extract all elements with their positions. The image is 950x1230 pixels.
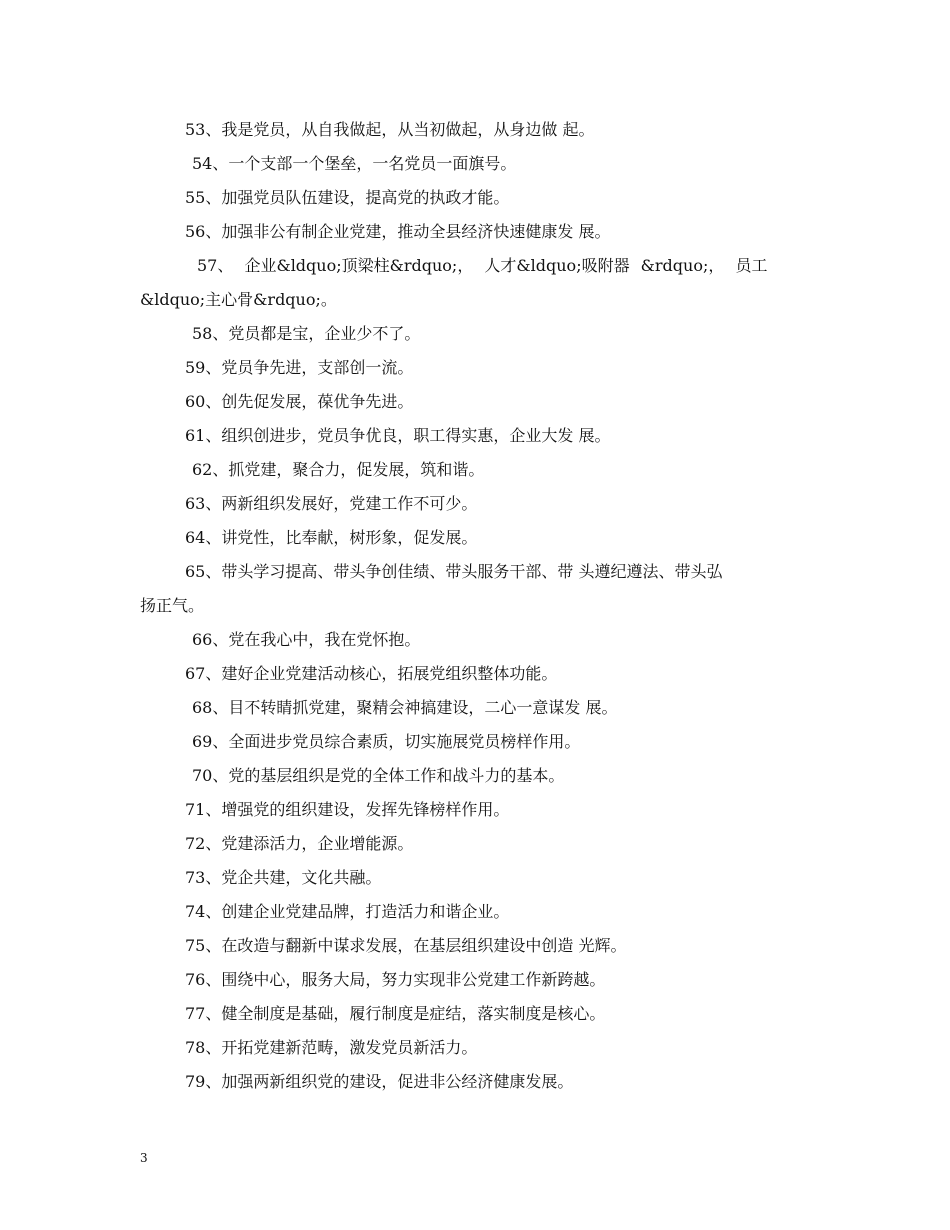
list-item: 74、创建企业党建品牌，打造活力和谐企业。 bbox=[185, 902, 510, 921]
list-item: 67、建好企业党建活动核心，拓展党组织整体功能。 bbox=[185, 664, 558, 683]
list-item: 61、组织创进步，党员争优良，职工得实惠，企业大发 展。 bbox=[185, 426, 611, 445]
list-item: 68、目不转睛抓党建，聚精会神搞建设，二心一意谋发 展。 bbox=[192, 698, 618, 717]
list-item: 55、加强党员队伍建设，提高党的执政才能。 bbox=[185, 188, 510, 207]
list-item: 73、党企共建，文化共融。 bbox=[185, 868, 382, 887]
document-body bbox=[140, 113, 820, 1099]
list-item-continuation: &ldquo;主心骨&rdquo;。 bbox=[140, 290, 337, 309]
list-item: 75、在改造与翻新中谋求发展，在基层组织建设中创造 光辉。 bbox=[185, 936, 627, 955]
list-item: 65、带头学习提高、带头争创佳绩、带头服务干部、带 头遵纪遵法、带头弘 bbox=[185, 562, 723, 581]
list-item: 59、党员争先进，支部创一流。 bbox=[185, 358, 414, 377]
list-item: 64、讲党性，比奉献，树形象，促发展。 bbox=[185, 528, 478, 547]
list-item: 53、我是党员，从自我做起，从当初做起，从身边做 起。 bbox=[185, 120, 595, 139]
list-item: 72、党建添活力，企业增能源。 bbox=[185, 834, 414, 853]
list-item: 78、开拓党建新范畴，激发党员新活力。 bbox=[185, 1038, 478, 1057]
list-item: 70、党的基层组织是党的全体工作和战斗力的基本。 bbox=[192, 766, 565, 785]
list-item: 79、加强两新组织党的建设，促进非公经济健康发展。 bbox=[185, 1072, 574, 1091]
list-item: 76、围绕中心，服务大局，努力实现非公党建工作新跨越。 bbox=[185, 970, 606, 989]
list-item: 77、健全制度是基础，履行制度是症结，落实制度是核心。 bbox=[185, 1004, 606, 1023]
list-item: 60、创先促发展，葆优争先进。 bbox=[185, 392, 414, 411]
list-item: 71、增强党的组织建设，发挥先锋榜样作用。 bbox=[185, 800, 510, 819]
list-item: 54、一个支部一个堡垒，一名党员一面旗号。 bbox=[192, 154, 517, 173]
list-item: 63、两新组织发展好，党建工作不可少。 bbox=[185, 494, 478, 513]
list-item: 58、党员都是宝，企业少不了。 bbox=[192, 324, 421, 343]
page-number: 3 bbox=[140, 1151, 148, 1165]
list-item: 69、全面进步党员综合素质，切实施展党员榜样作用。 bbox=[192, 732, 581, 751]
list-item-continuation: 扬正气。 bbox=[140, 596, 205, 615]
list-item: 56、加强非公有制企业党建，推动全县经济快速健康发 展。 bbox=[185, 222, 611, 241]
list-item: 57、 企业&ldquo;顶梁柱&rdquo;， 人才&ldquo;吸附器 &rdquo;， 员工 bbox=[197, 256, 768, 275]
list-item: 66、党在我心中，我在党怀抱。 bbox=[192, 630, 421, 649]
list-item: 62、抓党建，聚合力，促发展，筑和谐。 bbox=[192, 460, 485, 479]
